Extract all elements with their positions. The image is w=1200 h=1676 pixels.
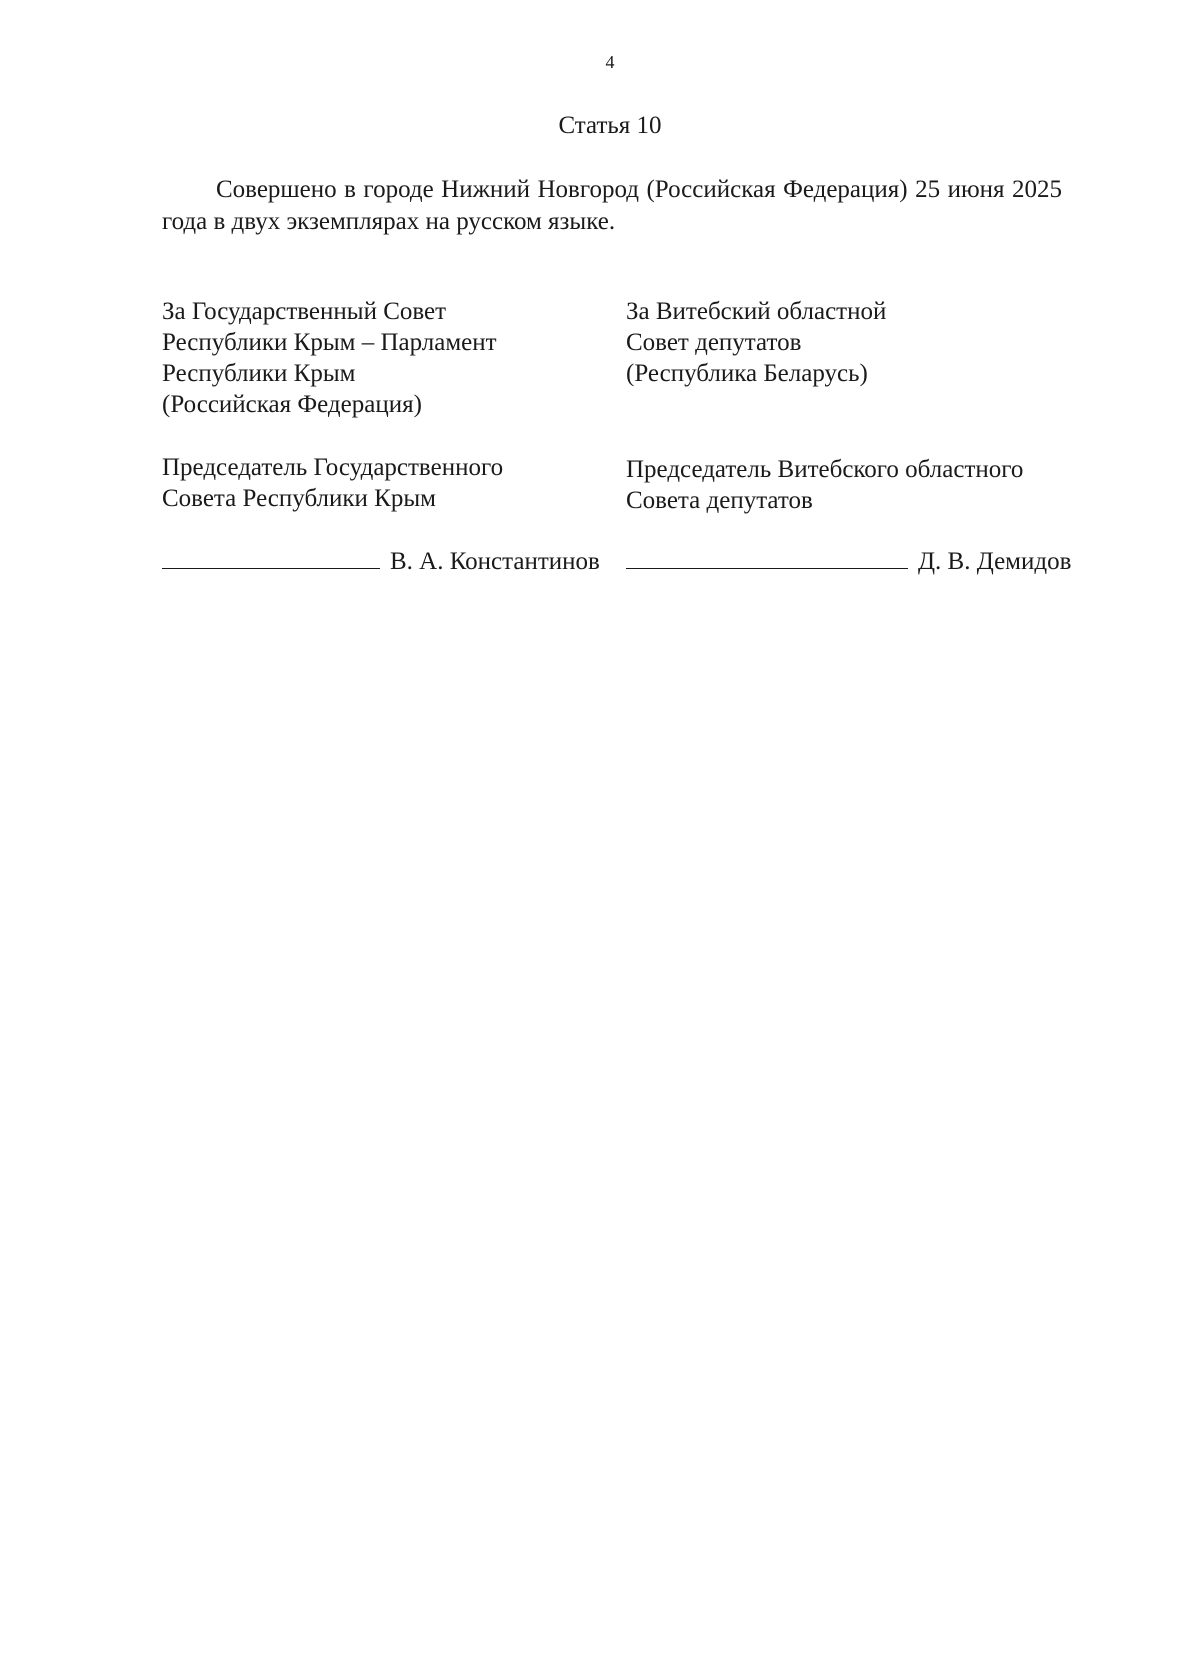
right-signature-block (626, 546, 1071, 578)
left-party-line: Республики Крым – Парламент (162, 329, 497, 356)
article-title: Статья 10 (558, 112, 662, 139)
left-signatory-position (162, 452, 503, 514)
left-signature-block (162, 546, 600, 578)
right-party-name (626, 296, 886, 389)
right-position-line: Совета депутатов (626, 487, 813, 514)
left-party-line: (Российская Федерация) (162, 391, 422, 418)
left-signatory-name: В. А. Константинов (390, 548, 600, 575)
left-signature-line (162, 546, 380, 569)
closing-paragraph: Совершено в городе Нижний Новгород (Российская Федерация) 25 июня 2025 года в двух экземплярах на русском языке. (162, 176, 1062, 235)
right-position-line: Председатель Витебского областного (626, 456, 1024, 483)
right-signature-line (626, 546, 908, 569)
right-party-line: Совет депутатов (626, 329, 802, 356)
left-position-line: Совета Республики Крым (162, 485, 436, 512)
right-party-line: (Республика Беларусь) (626, 360, 868, 387)
page-number: 4 (605, 52, 615, 72)
left-party-line: За Государственный Совет (162, 298, 447, 325)
right-party-line: За Витебский областной (626, 298, 887, 325)
left-position-line: Председатель Государственного (162, 454, 504, 481)
right-signatory-position (626, 454, 1023, 516)
left-party-line: Республики Крым (162, 360, 356, 387)
left-party-name (162, 296, 497, 420)
right-signatory-name: Д. В. Демидов (918, 548, 1072, 575)
